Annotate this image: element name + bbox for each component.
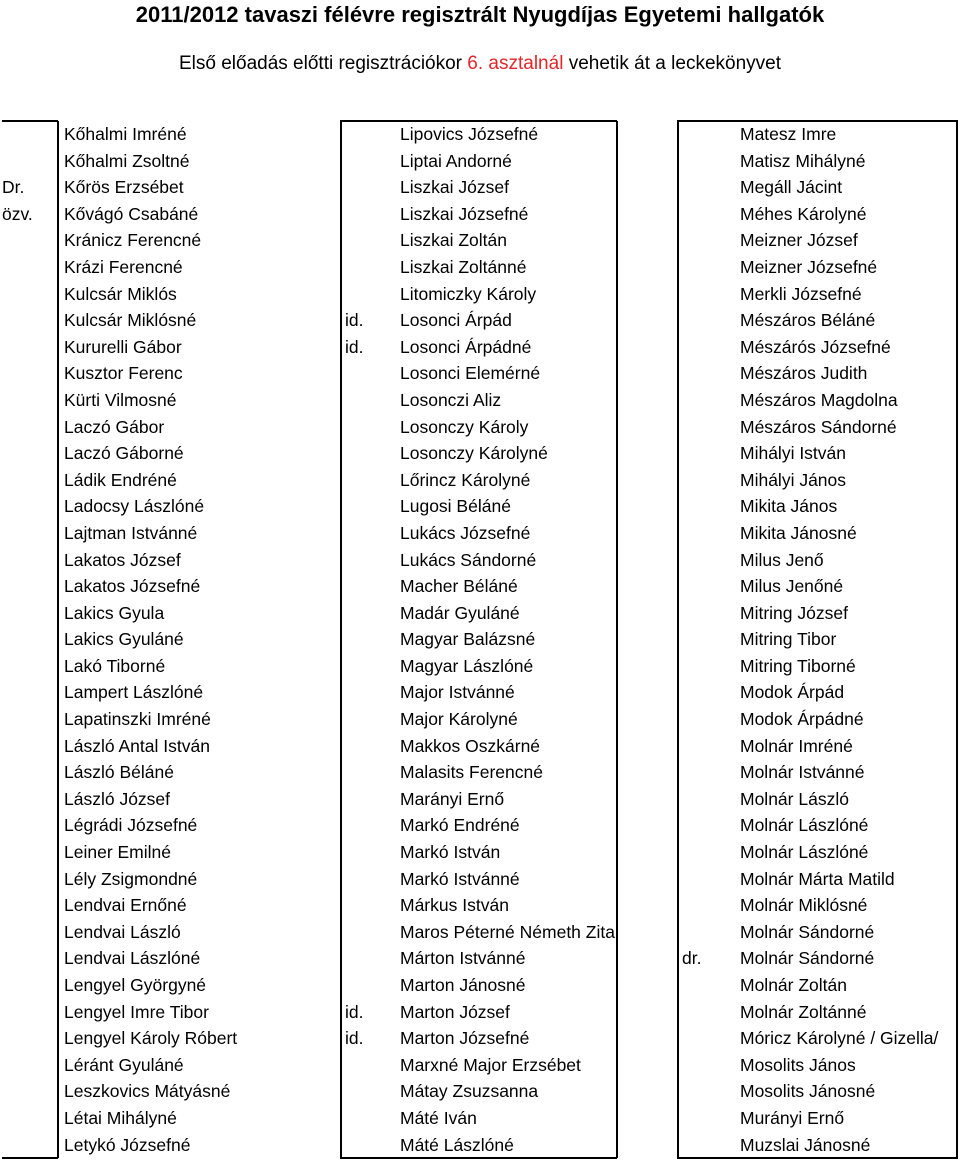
subtitle-text-start: Első előadás előtti regisztrációkor (178, 53, 468, 74)
table-bottom-border (677, 1157, 958, 1159)
prefix-cell (345, 786, 395, 813)
name-cell: Lakatos Józsefné (64, 576, 201, 597)
prefix-cell (2, 281, 57, 308)
name-cell: Matesz Imre (740, 124, 837, 144)
name-cell: László Antal István (64, 735, 210, 756)
prefix-cell (2, 414, 57, 441)
prefix-cell (2, 493, 57, 520)
table-row (0, 679, 960, 706)
name-cell: Letykó Józsefné (64, 1134, 191, 1155)
prefix-cell (345, 520, 395, 547)
table-row (0, 520, 960, 547)
name-cell: Leszkovics Mátyásné (64, 1081, 231, 1102)
table-row (0, 626, 960, 653)
prefix-cell (345, 759, 395, 786)
name-cell: Mikita Jánosné (740, 522, 857, 543)
prefix-cell (2, 360, 57, 387)
prefix-cell (682, 520, 734, 547)
prefix-cell (2, 706, 57, 733)
prefix-cell (682, 759, 734, 786)
name-cell: Molnár Lászlóné (740, 815, 869, 836)
prefix-cell (682, 467, 734, 494)
page-subtitle (0, 50, 960, 78)
prefix-cell (2, 892, 57, 919)
prefix-cell (682, 1052, 734, 1079)
prefix-cell (345, 892, 395, 919)
name-cell: Kusztor Ferenc (64, 363, 183, 384)
prefix-cell (682, 201, 734, 228)
prefix-cell (682, 999, 734, 1026)
prefix-cell (345, 121, 395, 148)
table-row (0, 1105, 960, 1132)
prefix-cell (682, 148, 734, 175)
prefix-cell (2, 679, 57, 706)
table-row (0, 201, 960, 228)
prefix-cell (345, 148, 395, 175)
prefix-cell (682, 334, 734, 361)
name-cell: Ládik Endréné (64, 469, 177, 490)
prefix-cell (345, 281, 395, 308)
name-cell: Lendvai Lászlóné (64, 948, 201, 969)
table-row (0, 919, 960, 946)
prefix-cell: id. (345, 1028, 364, 1049)
registrant-table (0, 121, 960, 1158)
name-cell: Molnár Lászlóné (740, 842, 869, 863)
prefix-cell (2, 733, 57, 760)
prefix-cell: id. (345, 1001, 364, 1022)
prefix-cell (345, 440, 395, 467)
name-cell: Krázi Ferencné (64, 256, 183, 277)
name-cell: Mészáros Béláné (740, 310, 876, 331)
name-cell: Molnár Miklósné (740, 895, 868, 916)
name-cell: Légrádi Józsefné (64, 815, 198, 836)
prefix-cell (2, 334, 57, 361)
prefix-cell (345, 387, 395, 414)
prefix-cell (345, 174, 395, 201)
prefix-cell (345, 972, 395, 999)
prefix-cell (682, 1025, 734, 1052)
name-cell: Márton Istvánné (400, 948, 526, 969)
name-cell: Losonczy Károly (400, 416, 529, 437)
table-row (0, 307, 960, 334)
name-cell: Leiner Emilné (64, 842, 171, 863)
table-row (0, 812, 960, 839)
name-cell: Madár Gyuláné (400, 602, 520, 623)
prefix-cell (2, 839, 57, 866)
name-cell: Kránicz Ferencné (64, 230, 202, 251)
name-cell: Laczó Gáborné (64, 443, 184, 464)
name-cell: Losonczy Károlyné (400, 443, 548, 464)
table-row (0, 387, 960, 414)
table-row (0, 360, 960, 387)
prefix-cell: özv. (2, 203, 33, 224)
name-cell: Lipovics Józsefné (400, 124, 539, 144)
name-cell: Mikita János (740, 496, 838, 517)
table-row (0, 174, 960, 201)
table-row (0, 148, 960, 175)
prefix-cell (2, 1132, 57, 1159)
prefix-cell (2, 387, 57, 414)
prefix-cell (2, 148, 57, 175)
name-cell: Lugosi Béláné (400, 496, 511, 517)
name-cell: Lukács Józsefné (400, 522, 531, 543)
name-cell: Liptai Andorné (400, 150, 512, 171)
table-row (0, 334, 960, 361)
table-row (0, 281, 960, 308)
name-cell: Lukács Sándorné (400, 549, 537, 570)
prefix-cell (2, 812, 57, 839)
table-row (0, 866, 960, 893)
prefix-cell (682, 866, 734, 893)
name-cell: Molnár Sándorné (740, 948, 875, 969)
prefix-cell (345, 919, 395, 946)
name-cell: Lendvai Ernőné (64, 895, 187, 916)
prefix-cell (2, 1078, 57, 1105)
name-cell: Mátay Zsuzsanna (400, 1081, 539, 1102)
prefix-cell (345, 201, 395, 228)
subtitle-accent-text: 6. asztalnál (467, 53, 564, 74)
table-row (0, 1025, 960, 1052)
table-row (0, 999, 960, 1026)
table-row (0, 972, 960, 999)
name-cell: Marton József (400, 1001, 510, 1022)
prefix-cell (345, 679, 395, 706)
prefix-cell (682, 254, 734, 281)
prefix-cell (2, 786, 57, 813)
name-cell: Losonczi Aliz (400, 389, 502, 410)
name-cell: Márkus István (400, 895, 509, 916)
name-cell: Lengyel Károly Róbert (64, 1028, 238, 1049)
prefix-cell (345, 573, 395, 600)
prefix-cell (682, 547, 734, 574)
name-cell: Mitring József (740, 602, 848, 623)
name-cell: Molnár Márta Matild (740, 868, 895, 889)
prefix-cell (682, 972, 734, 999)
table-row (0, 414, 960, 441)
table-row (0, 733, 960, 760)
name-cell: Kururelli Gábor (64, 336, 182, 357)
name-cell: Milus Jenő (740, 549, 824, 570)
name-cell: Lengyel Györgyné (64, 975, 207, 995)
name-cell: Magyar Lászlóné (400, 655, 534, 676)
name-cell: Molnár Imréné (740, 735, 853, 756)
name-cell: Litomiczky Károly (400, 283, 537, 304)
prefix-cell (2, 626, 57, 653)
prefix-cell (2, 759, 57, 786)
name-cell: Malasits Ferencné (400, 762, 543, 783)
name-cell: Méhes Károlyné (740, 203, 867, 224)
prefix-cell (2, 547, 57, 574)
prefix-cell (345, 1105, 395, 1132)
name-cell: Markó Istvánné (400, 868, 520, 889)
name-cell: Mihályi János (740, 469, 847, 490)
name-cell: Muzslai Jánosné (740, 1134, 871, 1155)
prefix-cell (682, 892, 734, 919)
prefix-cell (682, 1132, 734, 1159)
name-cell: Lakics Gyula (64, 602, 165, 623)
name-cell: Modok Árpádné (740, 709, 864, 730)
table-row (0, 892, 960, 919)
prefix-cell (2, 307, 57, 334)
name-cell: Lajtman Istvánné (64, 522, 198, 543)
prefix-cell (345, 839, 395, 866)
name-cell: Marányi Ernő (400, 788, 505, 809)
page-title: 2011/2012 tavaszi félévre regisztrált Nyugdíjas Egyetemi hallgatók (135, 2, 825, 27)
name-cell: Meizner Józsefné (740, 256, 878, 277)
table-bottom-border (2, 1157, 58, 1159)
name-cell: Kulcsár Miklósné (64, 310, 197, 331)
prefix-cell (345, 706, 395, 733)
name-cell: Lakics Gyuláné (64, 629, 184, 650)
prefix-cell (682, 1105, 734, 1132)
name-cell: Matisz Mihályné (740, 150, 866, 171)
prefix-cell (345, 1052, 395, 1079)
prefix-cell (345, 360, 395, 387)
name-cell: Molnár Zoltán (740, 975, 847, 995)
name-cell: Major Istvánné (400, 682, 515, 703)
table-row (0, 573, 960, 600)
prefix-cell (2, 999, 57, 1026)
prefix-cell (682, 387, 734, 414)
name-cell: Mészáros Judith (740, 363, 868, 384)
prefix-cell (2, 440, 57, 467)
prefix-cell (2, 1105, 57, 1132)
name-cell: Lőrincz Károlyné (400, 469, 531, 490)
prefix-cell (345, 653, 395, 680)
prefix-cell (2, 1025, 57, 1052)
table-row (0, 786, 960, 813)
name-cell: Marton Józsefné (400, 1028, 530, 1049)
table-row (0, 600, 960, 627)
prefix-cell (2, 919, 57, 946)
prefix-cell (682, 414, 734, 441)
table-row (0, 440, 960, 467)
name-cell: Ladocsy Lászlóné (64, 496, 205, 517)
prefix-cell (682, 653, 734, 680)
prefix-cell (682, 174, 734, 201)
prefix-cell (2, 254, 57, 281)
prefix-cell (345, 600, 395, 627)
prefix-cell (2, 121, 57, 148)
prefix-cell (682, 121, 734, 148)
name-cell: Marton Jánosné (400, 975, 526, 995)
table-row (0, 1078, 960, 1105)
prefix-cell (2, 1052, 57, 1079)
prefix-cell (2, 972, 57, 999)
name-cell: Losonci Árpád (400, 310, 512, 331)
name-cell: Mitring Tiborné (740, 655, 856, 676)
prefix-cell (682, 573, 734, 600)
name-cell: Kőhalmi Zsoltné (64, 150, 190, 171)
prefix-cell: id. (345, 336, 364, 357)
name-cell: Lély Zsigmondné (64, 868, 198, 889)
name-cell: Liszkai Zoltánné (400, 256, 527, 277)
prefix-cell (682, 440, 734, 467)
prefix-cell (2, 573, 57, 600)
name-cell: Markó Endréné (400, 815, 520, 836)
prefix-cell (345, 626, 395, 653)
name-cell: Lendvai László (64, 921, 181, 942)
table-row (0, 1052, 960, 1079)
name-cell: Kőhalmi Imréné (64, 124, 187, 144)
table-row (0, 493, 960, 520)
name-cell: Makkos Oszkárné (400, 735, 541, 756)
prefix-cell: id. (345, 310, 364, 331)
name-cell: Kőrös Erzsébet (64, 177, 184, 198)
name-cell: Modok Árpád (740, 682, 845, 703)
prefix-cell (682, 786, 734, 813)
prefix-cell (682, 706, 734, 733)
prefix-cell (2, 600, 57, 627)
name-cell: Mészárós Józsefné (740, 336, 891, 357)
prefix-cell (2, 467, 57, 494)
name-cell: Molnár Zoltánné (740, 1001, 867, 1022)
name-cell: Lapatinszki Imréné (64, 709, 211, 730)
name-cell: László József (64, 788, 171, 809)
name-cell: Meizner József (740, 230, 858, 251)
prefix-cell (345, 547, 395, 574)
name-cell: Kővágó Csabáné (64, 203, 199, 224)
name-cell: Losonci Elemérné (400, 363, 541, 384)
table-row (0, 227, 960, 254)
name-cell: Molnár László (740, 788, 849, 809)
name-cell: Máté Lászlóné (400, 1134, 514, 1155)
name-cell: Molnár Istvánné (740, 762, 865, 783)
prefix-cell (682, 1078, 734, 1105)
name-cell: Mosolits Jánosné (740, 1081, 876, 1102)
prefix-cell (682, 919, 734, 946)
table-row (0, 759, 960, 786)
prefix-cell (682, 360, 734, 387)
name-cell: Magyar Balázsné (400, 629, 536, 650)
name-cell: Macher Béláné (400, 576, 518, 597)
prefix-cell (682, 227, 734, 254)
name-cell: Lengyel Imre Tibor (64, 1001, 209, 1022)
name-cell: Marxné Major Erzsébet (400, 1054, 581, 1075)
prefix-cell (2, 520, 57, 547)
table-row (0, 653, 960, 680)
name-cell: Lakatos József (64, 549, 181, 570)
prefix-cell (682, 600, 734, 627)
name-cell: Mitring Tibor (740, 629, 837, 650)
prefix-cell (682, 812, 734, 839)
table-row (0, 945, 960, 972)
name-cell: Laczó Gábor (64, 416, 165, 437)
table-row (0, 467, 960, 494)
name-cell: Léránt Gyuláné (64, 1054, 184, 1075)
table-row (0, 706, 960, 733)
prefix-cell (345, 467, 395, 494)
prefix-cell (2, 945, 57, 972)
name-cell: Merkli Józsefné (740, 283, 862, 304)
table-row (0, 1132, 960, 1159)
name-cell: Máté Iván (400, 1107, 477, 1128)
prefix-cell (345, 1132, 395, 1159)
prefix-cell (345, 812, 395, 839)
name-cell: Murányi Ernő (740, 1107, 845, 1128)
prefix-cell (345, 733, 395, 760)
prefix-cell: Dr. (2, 177, 25, 198)
prefix-cell (345, 414, 395, 441)
name-cell: Maros Péterné Németh Zita (400, 921, 615, 942)
name-cell: Liszkai József (400, 177, 509, 198)
prefix-cell (345, 227, 395, 254)
prefix-cell (345, 254, 395, 281)
name-cell: Liszkai Józsefné (400, 203, 529, 224)
name-cell: Mészáros Sándorné (740, 416, 897, 437)
table-row (0, 547, 960, 574)
name-cell: Létai Mihályné (64, 1107, 177, 1128)
name-cell: Milus Jenőné (740, 576, 844, 597)
prefix-cell (682, 493, 734, 520)
name-cell: Kürti Vilmosné (64, 389, 177, 410)
table-row (0, 839, 960, 866)
name-cell: Markó István (400, 842, 501, 863)
name-cell: Mihályi István (740, 443, 847, 464)
table-row (0, 121, 960, 148)
prefix-cell (2, 866, 57, 893)
prefix-cell (682, 307, 734, 334)
table-bottom-border (340, 1157, 617, 1159)
name-cell: Lakó Tiborné (64, 655, 166, 676)
name-cell: Liszkai Zoltán (400, 230, 507, 251)
prefix-cell (345, 945, 395, 972)
name-cell: Losonci Árpádné (400, 336, 532, 357)
prefix-cell (345, 866, 395, 893)
prefix-cell (345, 493, 395, 520)
prefix-cell (682, 733, 734, 760)
name-cell: Major Károlyné (400, 709, 518, 730)
prefix-cell (682, 626, 734, 653)
name-cell: Móricz Károlyné / Gizella/ (740, 1028, 939, 1049)
name-cell: Kulcsár Miklós (64, 283, 177, 304)
prefix-cell (682, 281, 734, 308)
subtitle-text-end: vehetik át a leckekönyvet (563, 53, 781, 74)
prefix-cell (682, 679, 734, 706)
name-cell: Lampert Lászlóné (64, 682, 204, 703)
name-cell: Mosolits János (740, 1054, 856, 1075)
table-row (0, 254, 960, 281)
prefix-cell (2, 227, 57, 254)
name-cell: László Béláné (64, 762, 174, 783)
name-cell: Megáll Jácint (740, 177, 843, 198)
prefix-cell (2, 653, 57, 680)
prefix-cell (345, 1078, 395, 1105)
prefix-cell: dr. (682, 948, 702, 969)
prefix-cell (682, 839, 734, 866)
name-cell: Molnár Sándorné (740, 921, 875, 942)
name-cell: Mészáros Magdolna (740, 389, 898, 410)
